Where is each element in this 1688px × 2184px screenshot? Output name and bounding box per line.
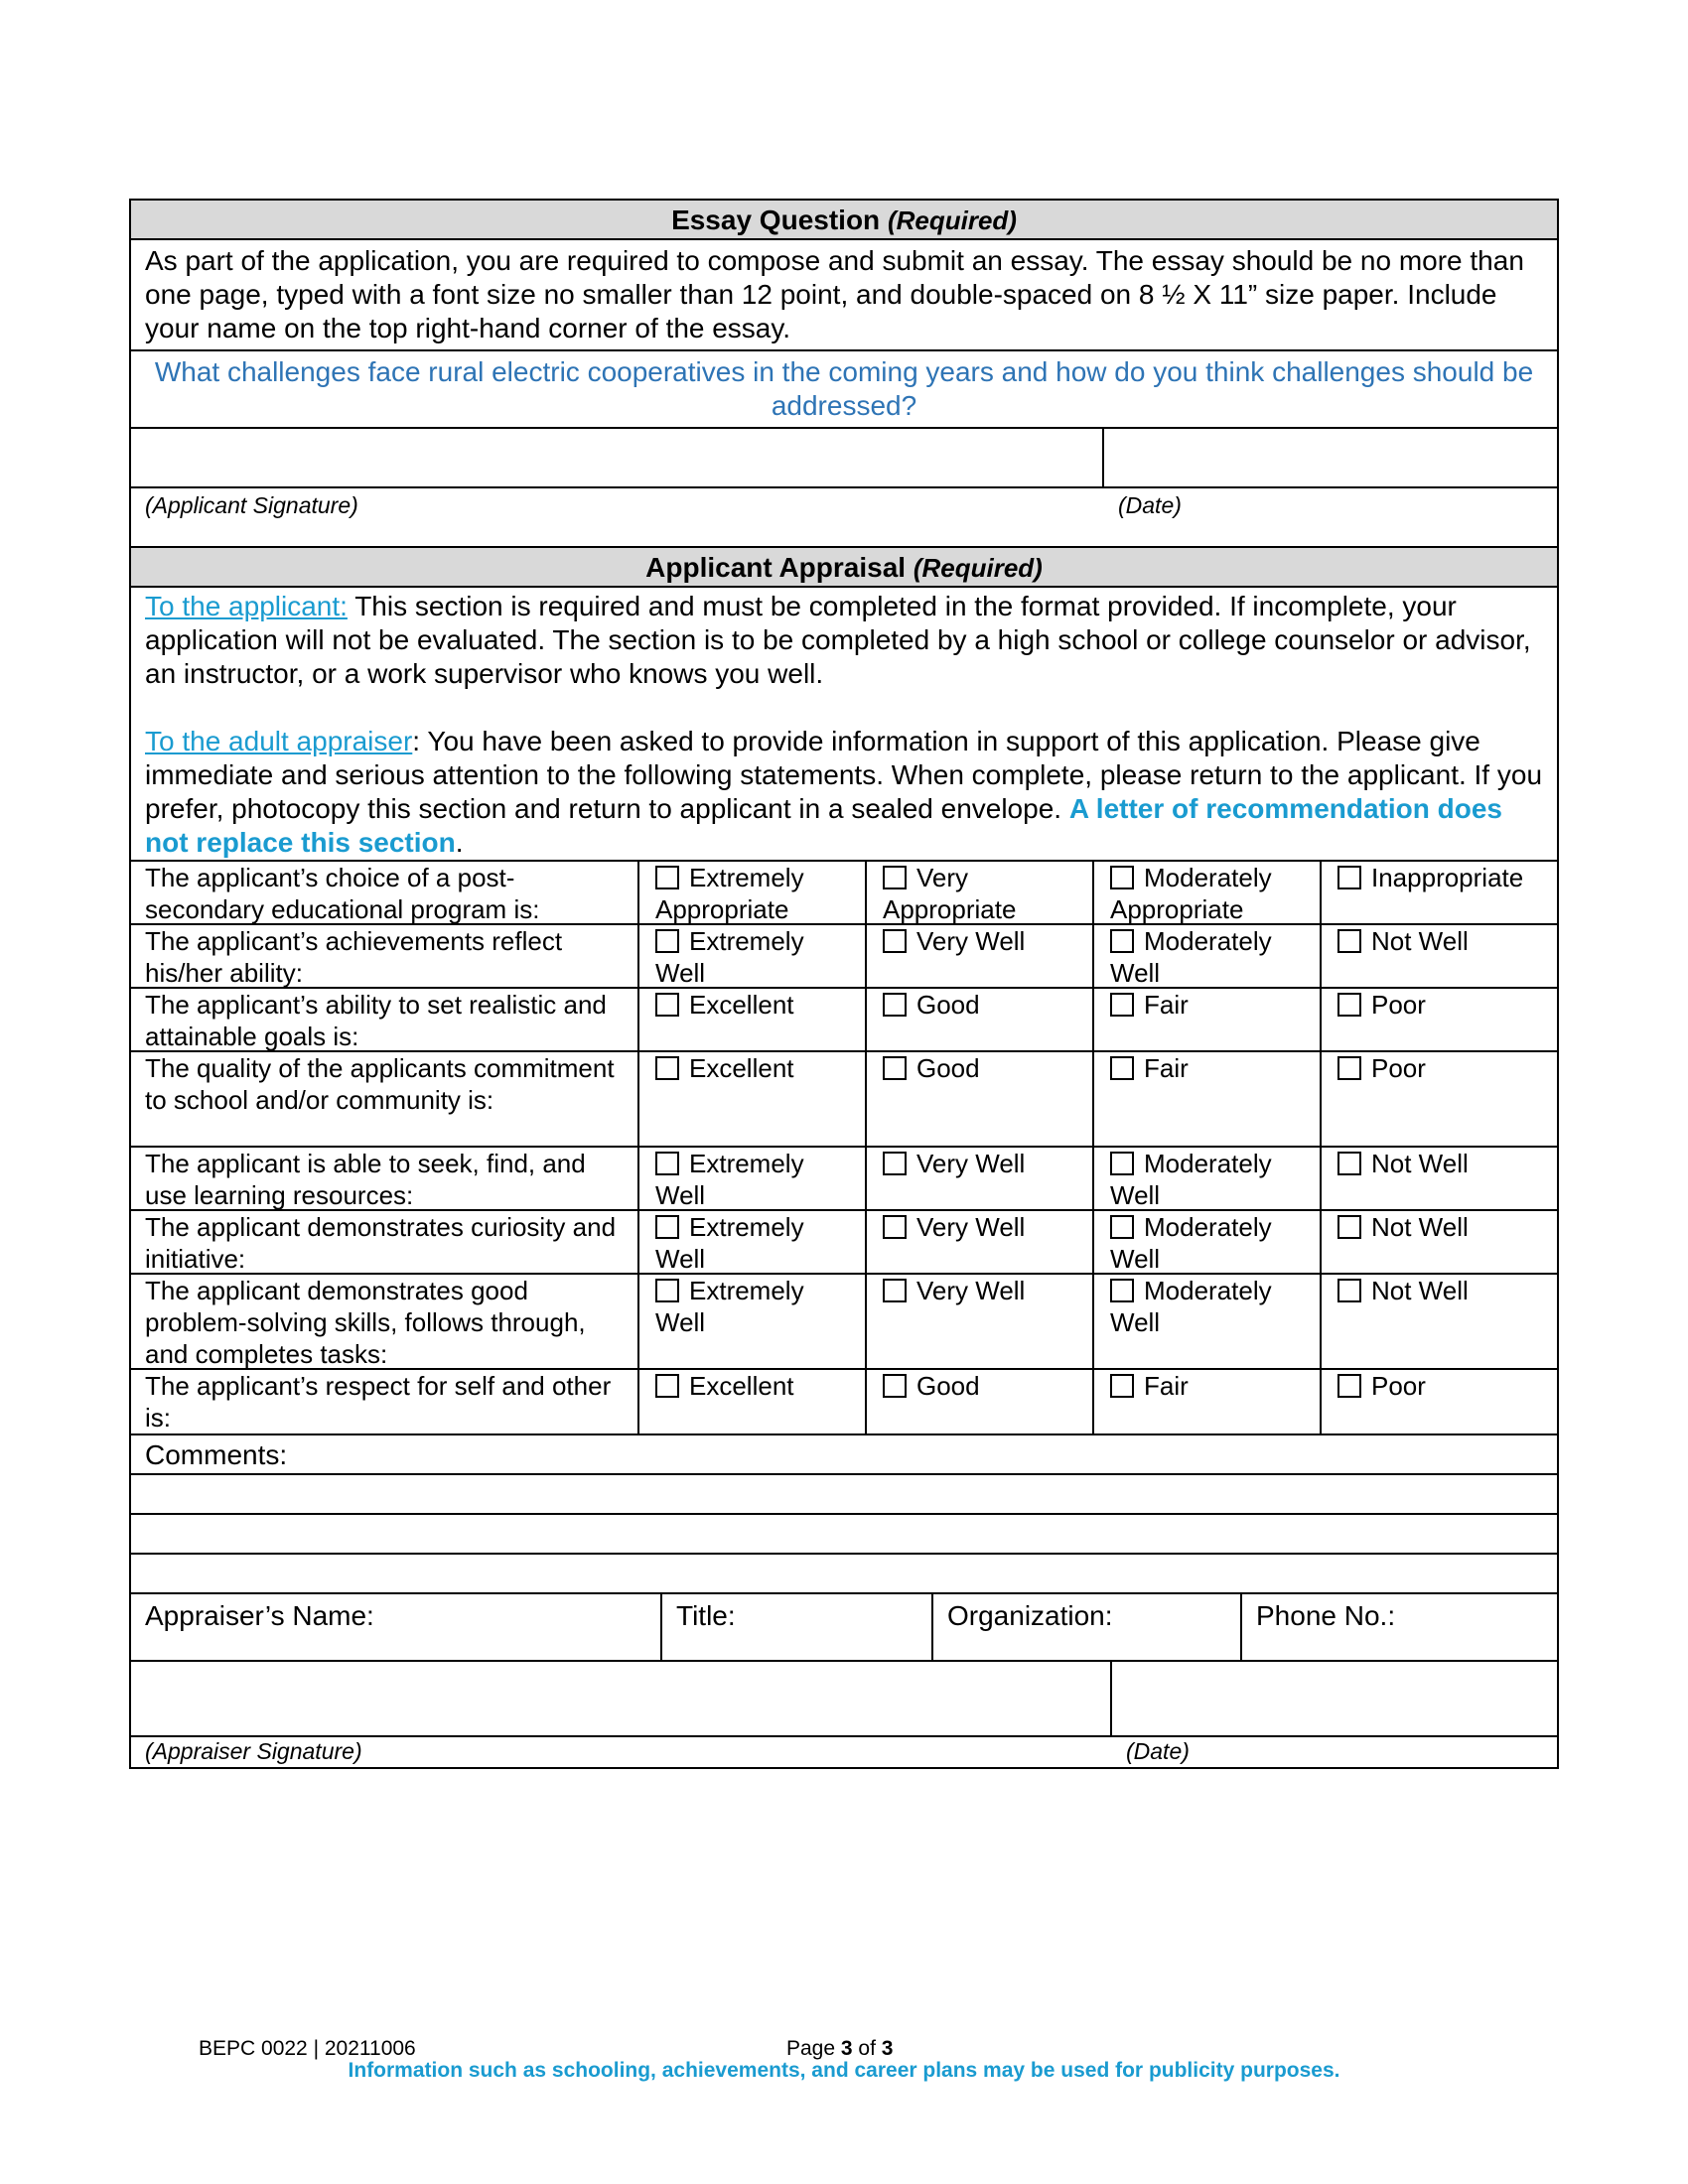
rating-option[interactable] [1092,989,1320,1052]
checkbox[interactable] [1110,929,1134,953]
appraiser-date-field[interactable] [1112,1662,1557,1735]
appraiser-signature-label: (Appraiser Signature) [145,1738,362,1764]
rating-option[interactable] [637,989,865,1052]
appraisal-statement: The applicant demonstrates good problem-solving skills, follows through, and completes tasks: [131,1275,637,1370]
rating-option-label: Moderately Well [1110,926,1272,988]
rating-option-label: Not Well [1371,926,1469,956]
checkbox[interactable] [883,866,907,889]
rating-option[interactable] [1092,862,1320,925]
appraiser-note-lead: To the adult appraiser [145,726,413,756]
essay-heading: Essay Question [671,205,881,235]
rating-option-label: Excellent [689,990,794,1020]
rating-option[interactable] [637,1275,865,1370]
checkbox[interactable] [1110,1374,1134,1398]
essay-question: What challenges face rural electric cooperatives in the coming years and how do you think challenges should be addressed? [131,351,1557,429]
checkbox[interactable] [1337,1374,1361,1398]
appraiser-organization-field[interactable] [933,1594,1242,1660]
checkbox[interactable] [655,993,679,1017]
rating-option-label: Fair [1144,1371,1189,1401]
checkbox[interactable] [1110,993,1134,1017]
applicant-date-label: (Date) [1118,492,1182,518]
rating-option-label: Good [916,1371,980,1401]
rating-option-label: Very Well [916,1149,1026,1178]
appraiser-signature-row [131,1662,1557,1737]
page-current: 3 [840,2037,853,2060]
appraiser-info-row [131,1594,1557,1662]
rating-option-label: Poor [1371,1371,1426,1401]
appraisal-section-header [131,548,1557,588]
page-number [786,2037,893,2061]
appraiser-phone-field[interactable] [1242,1594,1557,1660]
checkbox[interactable] [883,993,907,1017]
checkbox[interactable] [883,929,907,953]
appraiser-name-field[interactable] [131,1594,662,1660]
rating-option-label: Fair [1144,1053,1189,1083]
rating-option-label: Extremely Well [655,926,804,988]
rating-option[interactable] [1320,989,1557,1052]
appraiser-name-label: Appraiser’s Name: [145,1600,374,1631]
rating-option[interactable] [637,925,865,989]
rating-option-label: Extremely Well [655,1212,804,1274]
rating-option-label: Excellent [689,1053,794,1083]
appraisal-required-tag: (Required) [913,553,1043,583]
rating-option[interactable] [1320,1370,1557,1433]
checkbox[interactable] [883,1215,907,1239]
appraisal-statement: The applicant’s choice of a post-secondary educational program is: [131,862,637,925]
rating-option-label: Not Well [1371,1276,1469,1305]
applicant-note-lead: To the applicant: [145,591,348,621]
checkbox[interactable] [1110,1152,1134,1175]
checkbox[interactable] [1110,1215,1134,1239]
rating-option[interactable] [1092,1275,1320,1370]
appraiser-date-label: (Date) [1126,1738,1190,1764]
appraisal-statement: The quality of the applicants commitment to school and/or community is: [131,1052,637,1148]
checkbox[interactable] [655,929,679,953]
rating-option[interactable] [637,862,865,925]
checkbox[interactable] [883,1056,907,1080]
appraiser-note-emphasis: A letter of recommendation does not replace this section [145,793,1502,858]
checkbox[interactable] [655,1374,679,1398]
appraisal-statement: The applicant demonstrates curiosity and initiative: [131,1211,637,1275]
rating-option-label: Extremely Well [655,1276,804,1337]
comments-line-3[interactable] [131,1555,1557,1594]
checkbox[interactable] [1110,1056,1134,1080]
essay-section-header [131,201,1557,240]
essay-instructions: As part of the application, you are required to compose and submit an essay. The essay should be no more than one page, typed with a font size no smaller than 12 point, and double-spaced on 8 ½ X 11” size paper. Include your name on the top right-hand corner of the essay. [131,240,1557,351]
rating-option-label: Poor [1371,1053,1426,1083]
checkbox[interactable] [1337,1056,1361,1080]
rating-option-label: Inappropriate [1371,863,1524,892]
checkbox[interactable] [655,1152,679,1175]
checkbox[interactable] [1337,1215,1361,1239]
rating-option[interactable] [1092,925,1320,989]
rating-option[interactable] [1320,1211,1557,1275]
checkbox[interactable] [1337,1152,1361,1175]
rating-option[interactable] [865,989,1092,1052]
appraiser-note-text: : You have been asked to provide information in support of this application. Please give immediate and serious attention to the following statements. When complete, please return to the applicant. If you prefer, photocopy this section and return to applicant in a sealed envelope. [145,726,1543,824]
rating-option[interactable] [1092,1148,1320,1211]
rating-option[interactable] [865,1148,1092,1211]
checkbox[interactable] [1337,1279,1361,1302]
checkbox[interactable] [655,1056,679,1080]
checkbox[interactable] [883,1374,907,1398]
rating-option-label: Poor [1371,990,1426,1020]
applicant-signature-field[interactable] [131,429,1104,486]
appraiser-note [145,725,1543,860]
rating-option[interactable] [865,925,1092,989]
rating-option-label: Good [916,1053,980,1083]
appraiser-organization-label: Organization: [947,1600,1113,1631]
checkbox[interactable] [655,1215,679,1239]
checkbox[interactable] [655,1279,679,1302]
checkbox[interactable] [1337,866,1361,889]
rating-option-label: Good [916,990,980,1020]
rating-option-label: Moderately Well [1110,1212,1272,1274]
rating-option[interactable] [1092,1211,1320,1275]
rating-option-label: Moderately Well [1110,1149,1272,1210]
rating-option[interactable] [1320,1148,1557,1211]
rating-option-label: Extremely Appropriate [655,863,804,924]
rating-option[interactable] [637,1148,865,1211]
appraisal-statement: The applicant’s achievements reflect his/her ability: [131,925,637,989]
rating-option[interactable] [1320,862,1557,925]
rating-option-label: Excellent [689,1371,794,1401]
comments-label: Comments: [131,1435,1557,1475]
essay-required-tag: (Required) [887,205,1017,235]
rating-option-label: Very Well [916,1212,1026,1242]
rating-option[interactable] [1320,1275,1557,1370]
rating-option-label: Not Well [1371,1149,1469,1178]
checkbox[interactable] [883,1152,907,1175]
appraiser-note-end: . [455,827,464,858]
appraiser-signature-labels [131,1737,1557,1767]
rating-option-label: Fair [1144,990,1189,1020]
appraiser-phone-label: Phone No.: [1256,1600,1396,1631]
appraisal-statement: The applicant is able to seek, find, and use learning resources: [131,1148,637,1211]
appraisal-statement: The applicant’s ability to set realistic and attainable goals is: [131,989,637,1052]
appraisal-heading: Applicant Appraisal [645,552,907,583]
rating-option[interactable] [1092,1370,1320,1433]
comments-line-2[interactable] [131,1515,1557,1555]
rating-option[interactable] [637,1211,865,1275]
applicant-signature-labels [131,488,1557,548]
rating-option-label: Extremely Well [655,1149,804,1210]
rating-option[interactable] [1092,1052,1320,1148]
publicity-note: Information such as schooling, achievements, and career plans may be used for publicity purposes. [348,2059,1340,2082]
checkbox[interactable] [1337,993,1361,1017]
rating-option[interactable] [1320,925,1557,989]
page-of: of [852,2037,882,2060]
rating-option[interactable] [637,1052,865,1148]
rating-option-label: Very Well [916,926,1026,956]
checkbox[interactable] [1110,1279,1134,1302]
rating-option[interactable] [865,1052,1092,1148]
checkbox[interactable] [883,1279,907,1302]
applicant-signature-row [131,429,1557,488]
appraisal-statement: The applicant’s respect for self and other is: [145,1371,612,1433]
appraisal-instructions [131,588,1557,862]
rating-option[interactable] [865,1370,1092,1433]
checkbox[interactable] [655,866,679,889]
comments-line-1[interactable] [131,1475,1557,1515]
rating-option[interactable] [865,1275,1092,1370]
rating-option-label: Moderately Appropriate [1110,863,1272,924]
applicant-note [145,590,1543,691]
rating-option-label: Moderately Well [1110,1276,1272,1337]
appraiser-title-label: Title: [676,1600,736,1631]
rating-option-label: Very Appropriate [883,863,1017,924]
applicant-signature-label: (Applicant Signature) [145,492,358,518]
appraiser-signature-field[interactable] [131,1662,1112,1735]
rating-option[interactable] [1320,1052,1557,1148]
rating-option[interactable] [637,1370,865,1433]
appraisal-grid [131,862,1557,1435]
rating-option-label: Not Well [1371,1212,1469,1242]
checkbox[interactable] [1337,929,1361,953]
page-total: 3 [881,2037,894,2060]
form-code: BEPC 0022 | 20211006 [199,2037,416,2060]
applicant-note-text: This section is required and must be completed in the format provided. If incomplete, your application will not be evaluated. The section is to be completed by a high school or college counselor or advisor, an instructor, or a work supervisor who knows you well. [145,591,1531,689]
page-prefix: Page [786,2037,841,2060]
application-form [129,199,1559,1769]
checkbox[interactable] [1110,866,1134,889]
rating-option-label: Very Well [916,1276,1026,1305]
rating-option[interactable] [865,862,1092,925]
appraisal-rating-table [131,862,1557,1433]
appraiser-title-field[interactable] [662,1594,933,1660]
rating-option[interactable] [865,1211,1092,1275]
applicant-date-field[interactable] [1104,429,1557,486]
